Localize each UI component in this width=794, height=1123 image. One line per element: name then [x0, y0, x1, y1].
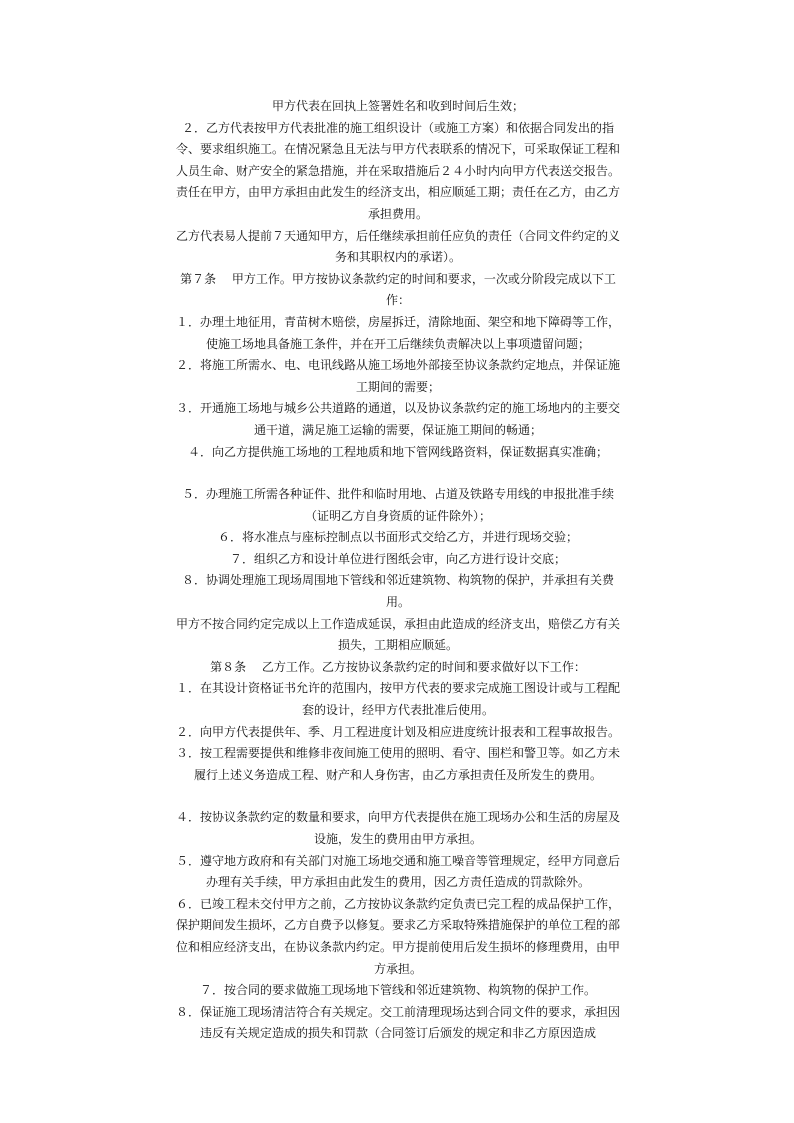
paragraph: ７．组织乙方和设计单位进行图纸会审，向乙方进行设计交底；	[229, 551, 566, 566]
article-heading: 第８条 乙方工作。乙方按协议条款约定的时间和要求做好以下工作：	[210, 659, 586, 674]
blank-line	[172, 463, 624, 484]
paragraph: ６．将水准点与座标控制点以书面形式交给乙方，并进行现场交验；	[217, 530, 578, 545]
article-heading: 第７条 甲方工作。甲方按协议条款约定的时间和要求，一次或分阶段完成以下工作：	[180, 271, 616, 308]
paragraph: ２．乙方代表按甲方代表批准的施工组织设计（或施工方案）和依据合同发出的指令、要求组织施工。在情况紧急且无法与甲方代表联系的情况下，可采取保证工程和人员生命、财产安全的紧急措施，并在采取措施后２４小时内向甲方代表送交报告。责任在甲方，由甲方承担由此发生的经济支出，相应顺延工期；责任在乙方，由乙方承担费用。	[175, 120, 620, 221]
document-body	[172, 96, 624, 1045]
blank-line	[172, 786, 624, 807]
paragraph: 甲方代表在回执上签署姓名和收到时间后生效；	[271, 99, 524, 113]
paragraph: １．办理土地征用，青苗树木赔偿，房屋拆迁，清除地面、架空和地下障碍等工作，使施工场地具备施工条件，并在开工后继续负责解决以上事项遗留问题；	[175, 314, 620, 351]
paragraph: ５．办理施工所需各种证件、批件和临时用地、占道及铁路专用线的申报批准手续（证明乙方自身资质的证件除外）；	[181, 487, 614, 523]
paragraph: ２．将施工所需水、电、电讯线路从施工场地外部接至协议条款约定地点，并保证施工期间的需要；	[175, 358, 620, 394]
paragraph: ８．保证施工现场清洁符合有关规定。交工前清理现场达到合同文件的要求，承担因违反有关规定造成的损失和罚款（合同签订后颁发的规定和非乙方原因造成	[175, 1004, 620, 1041]
paragraph: １．在其设计资格证书允许的范围内，按甲方代表的要求完成施工图设计或与工程配套的设计，经甲方代表批准后使用。	[175, 681, 620, 718]
paragraph: ３．按工程需要提供和维修非夜间施工使用的照明、看守、围栏和警卫等。如乙方未履行上述义务造成工程、财产和人身伤害，由乙方承担责任及所发生的费用。	[175, 746, 620, 782]
paragraph: ５．遵守地方政府和有关部门对施工场地交通和施工噪音等管理规定，经甲方同意后办理有关手续，甲方承担由此发生的费用，因乙方责任造成的罚款除外。	[175, 853, 620, 890]
paragraph: ８．协调处理施工现场周围地下管线和邻近建筑物、构筑物的保护，并承担有关费用。	[181, 573, 614, 610]
paragraph: ７．按合同的要求做施工现场地下管线和邻近建筑物、构筑物的保护工作。	[199, 983, 596, 998]
paragraph: 甲方不按合同约定完成以上工作造成延误，承担由此造成的经济支出，赔偿乙方有关损失，工期相应顺延。	[175, 616, 620, 653]
paragraph: ２．向甲方代表提供年、季、月工程进度计划及相应进度统计报表和工程事故报告。	[175, 724, 620, 739]
paragraph: ３．开通施工场地与城乡公共道路的通道，以及协议条款约定的施工场地内的主要交通干道，满足施工运输的需要，保证施工期间的畅通；	[175, 401, 620, 437]
paragraph: ４．按协议条款约定的数量和要求，向甲方代表提供在施工现场办公和生活的房屋及设施，发生的费用由甲方承担。	[175, 810, 620, 846]
paragraph: ６．已竣工程未交付甲方之前，乙方按协议条款约定负责已完工程的成品保护工作，保护期间发生损坏，乙方自费予以修复。要求乙方采取特殊措施保护的单位工程的部位和相应经济支出，在协议条款内约定。甲方提前使用后发生损坏的修理费用，由甲方承担。	[175, 896, 620, 976]
paragraph: ４．向乙方提供施工场地的工程地质和地下管网线路资料，保证数据真实准确；	[187, 444, 608, 459]
paragraph: 乙方代表易人提前７天通知甲方，后任继续承担前任应负的责任（合同文件约定的义务和其职权内的承诺）。	[175, 228, 620, 265]
